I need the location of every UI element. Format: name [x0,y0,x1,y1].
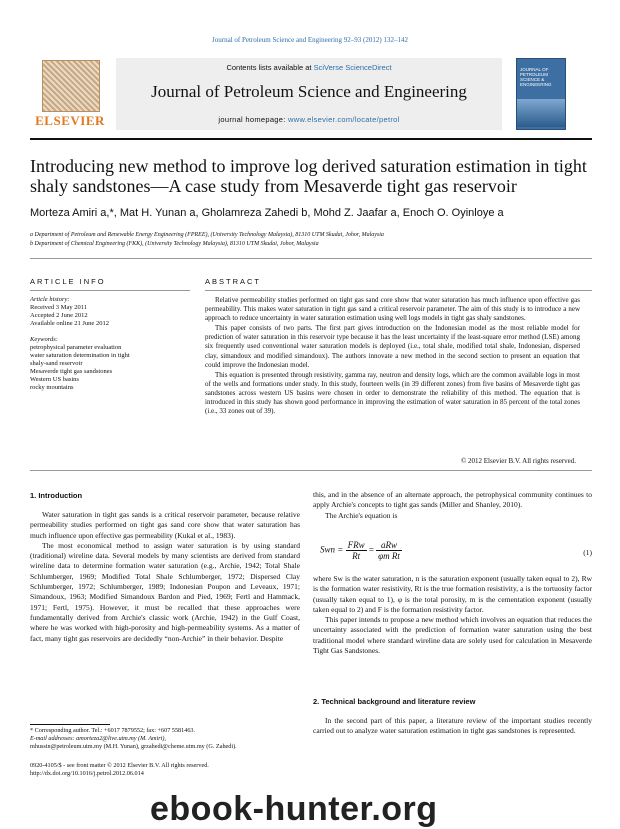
journal-masthead [30,58,592,134]
equation-lhs: Swn = [320,544,346,555]
history-label: Article history: [30,296,70,303]
divider [30,470,592,471]
doi-link[interactable]: http://dx.doi.org/10.1016/j.petrol.2012.06.014 [30,770,144,777]
archie-equation [320,540,592,570]
footnote-divider [30,724,110,725]
sciencedirect-link[interactable]: SciVerse ScienceDirect [313,63,392,72]
corresponding-author: * Corresponding author. Tel.: +6017 7879552; fax: +607 5581463. [30,727,196,734]
keyword: rocky mountains [30,384,74,391]
tech-body [313,716,592,737]
intro-paragraph: Water saturation in tight gas sands is a critical reservoir parameter, because relative permeability studies performed on tight gas sand core show that water saturation has much influence upon effective gas permeability (Kukal et al., 1983). [30,510,300,540]
article-info [30,296,190,392]
fraction-1 [346,540,367,561]
divider [30,290,190,291]
where-paragraph: where Sw is the water saturation, n is the saturation exponent (usually taken equal to 2), Rw is the formation water resistivity, Rt is the true formation resistivity, a is the tortuosity factor (usually taken equal to 1), φ is the total porosity, m is the cementation exponent (usually taken equal to 2) and F is the formation resistivity factor. [313,574,592,614]
cover-graphic [517,99,565,127]
numerator-1: FRw [347,540,365,550]
equation-number: (1) [583,548,592,557]
article-info-heading: ARTICLE INFO [30,277,106,286]
homepage-line [116,115,502,124]
issn-line: 0920-4105/$ - see front matter © 2012 Elsevier B.V. All rights reserved. [30,762,209,769]
keywords-label: Keywords: [30,336,58,343]
right-column-bottom [313,574,592,656]
tech-heading: 2. Technical background and literature review [313,697,476,706]
homepage-prefix: journal homepage: [218,115,289,124]
keyword: water saturation determination in tight [30,352,130,359]
journal-reference[interactable]: Journal of Petroleum Science and Engineering 92–93 (2012) 132–142 [212,36,408,44]
footnotes [30,727,300,751]
keyword: shaly-sand reservoir [30,360,83,367]
intro-heading: 1. Introduction [30,491,83,500]
watermark-text: ebook-hunter.org [150,790,438,828]
keyword: Western US basins [30,376,79,383]
elsevier-logo [30,58,110,130]
intro-body [30,510,300,644]
denominator-1: Rt [352,551,361,561]
accepted-date: Accepted 2 June 2012 [30,312,88,319]
numerator-2: aRw [376,540,402,551]
journal-cover-thumbnail [516,58,566,130]
author-list: Morteza Amiri a,*, Mat H. Yunan a, Gholamreza Zahedi b, Mohd Z. Jaafar a, Enoch O. Oyinloye a [30,207,504,219]
fraction-2 [376,540,402,561]
divider [30,258,592,259]
publisher-name: ELSEVIER [35,113,105,128]
equation-equals: = [368,544,377,555]
abstract-heading: ABSTRACT [205,277,262,286]
divider [205,290,592,291]
issn-block [30,762,300,778]
contents-line [116,63,502,72]
online-date: Available online 21 June 2012 [30,320,109,327]
received-date: Received 3 May 2011 [30,304,87,311]
masthead-band [116,58,502,130]
proposal-paragraph: This paper intends to propose a new method which involves an equation that reduces the uncertainty associated with the prediction of formation water saturation using the best traditional model where standard wireline data are solely used for calculation in Mesaverde Tight Gas Sandstones. [313,615,592,656]
tech-paragraph: In the second part of this paper, a literature review of the important studies recently carried out to analyze water saturation estimation in tight gas sandstones is represented. [313,716,592,736]
elsevier-tree-icon [42,60,100,112]
denominator-2: φm Rt [378,551,400,561]
abstract-body [205,296,580,417]
affiliation-a: a Department of Petroleum and Renewable Energy Engineering (FPREE), (University Technology Malaysia), 81310 UTM Skudai, Johor, Malaysia [30,232,384,238]
intro-paragraph: The most economical method to assign water saturation is by using standard (traditional) wireline data. Several models by many scientists are derived from standard wireline data to determine formation water saturation (e.g., Archie, 1942; Total Shale Schlumberger, 1969; Modified Total Shale Schlumberger, 1972; Dispersed Clay Schlumberger, 1972; Schlumberger, 1989; Indonesian Poupon and Leveaux, 1971; Simandoux, 1963; Modified Simandoux Bardon and Pied, 1969; Fertl and Hammack, 1971; Fertl, 1975). However, it must be recalled that these approaches were fundamentally derived from Archie's classic work (Archie, 1942) in the Gulf Coast, where he was worked with high-porosity and high-permeability systems. As a matter of fact, many tight gas reservoirs are decidedly “non-Archie” in their behavior. Despite [30,540,300,643]
abstract-paragraph: This equation is presented through resistivity, gamma ray, neutron and density logs, which are the common available logs in most of the wells and formations under study. In this study, fourteen wells (in 39 different zones) from five basins of Mesaverde tight gas sandstones across western US basins were chosen in order to demonstrate the reliability of this method. The equation that is introduced in this study has shown good performance in improving the estimation of water saturation in 85 percent of the total zones (i.e., 33 zones out of 39). [205,370,580,416]
contents-prefix: Contents lists available at [226,63,314,72]
keyword: petrophysical parameter evaluation [30,344,122,351]
cover-title: JOURNAL OF PETROLEUM SCIENCE & ENGINEERING [520,67,552,87]
affiliation-b: b Department of Chemical Engineering (FKK), (University Technology Malaysia), 81310 UTM Skudai, Johor, Malaysia [30,241,319,247]
archie-intro: The Archie's equation is [325,510,398,520]
journal-title: Journal of Petroleum Science and Engineering [151,82,467,101]
right-column-top [313,490,592,521]
email-line: mhussin@petroleum.utm.my (M.H. Yunan), grzahedi@chemе.utm.my (G. Zahedi). [30,743,237,750]
email-line: E-mail addresses: amorteza2@live.utm.my (M. Amiri), [30,735,166,742]
article-title: Introducing new method to improve log derived saturation estimation in tight shaly sandstones—A case study from Mesaverde tight gas reservoir [30,156,587,196]
homepage-link[interactable]: www.elsevier.com/locate/petrol [288,115,400,124]
abstract-copyright: © 2012 Elsevier B.V. All rights reserved. [460,457,576,465]
abstract-paragraph: Relative permeability studies performed on tight gas sand core show that water saturation has much influence upon effective gas permeability. This makes water saturation in tight gas sand a critical reservoir parameter. The aim of this study is to introduce a new approach to reduce uncertainty in water saturation estimation using well logs models in tight gas shaly sandstones. [205,296,580,323]
continued-paragraph: this, and in the absence of an alternate approach, the petrophysical community continues to apply Archie's concepts to tight gas sands (Miller and Shanley, 2010). [313,490,592,510]
keyword: Mesaverde tight gas sandstones [30,368,113,375]
divider [30,138,592,140]
abstract-paragraph: This paper consists of two parts. The first part gives introduction on the Indonesian model as the most reliable model for prediction of water saturation in this reservoir type because it has the least uncertainty if the least-square error method (LSE) among six frequently used conventional water saturation models is deployed (i.e., total shale, modified total shale, Indonesian, dispersed clay, simandoux and modified simandoux). The authors innovate a new method in the second section to present an equation that could improve the Indonesian model. [205,324,580,369]
